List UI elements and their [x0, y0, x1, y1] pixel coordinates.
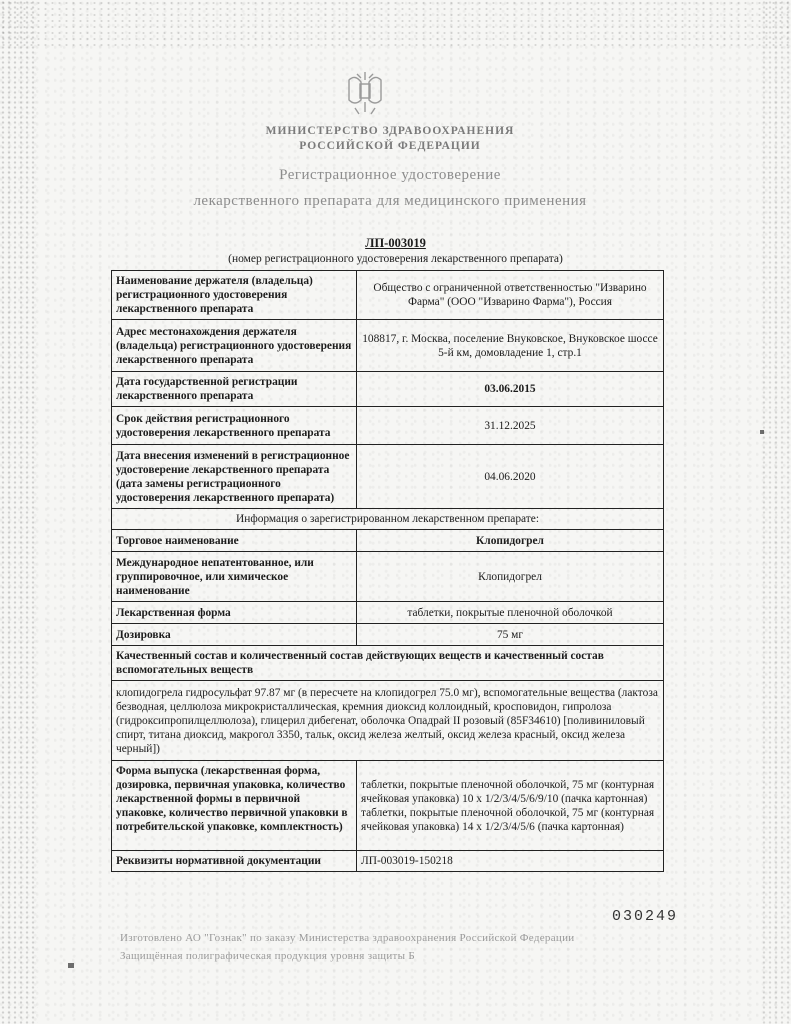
table-row: [112, 602, 664, 624]
release-form-value-2: таблетки, покрытые пленочной оболочкой, 75 мг (контурная ячейковая упаковка) 14 x 1/2/3/4/5/6 (пачка картонная): [361, 806, 655, 833]
release-form-label: Форма выпуска (лекарственная форма, дозировка, первичная упаковка, количество лекарственной формы в первичной упаковке, количество первичной упаковки в потребительской упаковке, комплектность): [112, 761, 357, 851]
dosage-value: 75 мг: [357, 624, 664, 646]
composition-label: Качественный состав и количественный состав действующих веществ и качественный состав вспомогательных веществ: [112, 646, 664, 681]
certificate-title-line-1: Регистрационное удостоверение: [279, 167, 501, 183]
holder-label: Наименование держателя (владельца) регистрационного удостоверения лекарственного препарата: [112, 271, 357, 320]
release-form-value-1: таблетки, покрытые пленочной оболочкой, 75 мг (контурная ячейковая упаковка) 10 x 1/2/3/4/5/6/9/10 (пачка картонная): [361, 778, 655, 805]
table-row: [112, 445, 664, 509]
scan-noise-right: [761, 0, 791, 1024]
address-value: 108817, г. Москва, поселение Внуковское, Внуковское шоссе 5-й км, домовладение 1, стр.1: [357, 320, 664, 372]
registration-number: ЛП-003019: [365, 236, 426, 250]
table-row: [112, 509, 664, 530]
scan-noise-left: [0, 0, 38, 1024]
dosage-form-label: Лекарственная форма: [112, 602, 357, 624]
normative-docs-label: Реквизиты нормативной документации: [112, 851, 357, 872]
registration-date-label: Дата государственной регистрации лекарственного препарата: [112, 372, 357, 407]
dosage-form-value: таблетки, покрытые пленочной оболочкой: [357, 602, 664, 624]
ministry-line-1: МИНИСТЕРСТВО ЗДРАВООХРАНЕНИЯ: [265, 125, 515, 137]
address-label: Адрес местонахождения держателя (владельца) регистрационного удостоверения лекарственного препарата: [112, 320, 357, 372]
trade-name-value: Клопидогрел: [357, 530, 664, 552]
ministry-line-2: РОССИЙСКОЙ ФЕДЕРАЦИИ: [299, 140, 481, 152]
table-row: [112, 552, 664, 602]
scan-blot: [68, 963, 74, 968]
ministry-header: [110, 124, 670, 154]
trade-name-label: Торговое наименование: [112, 530, 357, 552]
composition-value: клопидогрела гидросульфат 97.87 мг (в пересчете на клопидогрел 75.0 мг), вспомогательные вещества (лактоза безводная, целлюлоза микрокристаллическая, кремния диоксид коллоидный, кросповидон, гипролоза (гидроксипропилцеллюлоза), глицерил дибегенат, оболочка Опадрай II розовый (85F34610) [поливиниловый спирт, титана диоксид, макрогол 3350, тальк, оксид железа желтый, оксид железа красный, оксид железа черный]): [112, 681, 664, 761]
registration-date-value: 03.06.2015: [357, 372, 664, 407]
validity-value: 31.12.2025: [357, 407, 664, 445]
table-row: [112, 530, 664, 552]
dosage-label: Дозировка: [112, 624, 357, 646]
scan-noise-top: [0, 0, 791, 46]
validity-label: Срок действия регистрационного удостоверения лекарственного препарата: [112, 407, 357, 445]
change-date-value: 04.06.2020: [357, 445, 664, 509]
table-row: [112, 851, 664, 872]
change-date-label: Дата внесения изменений в регистрационное удостоверение лекарственного препарата (дата замены регистрационного удостоверения лекарственного препарата): [112, 445, 357, 509]
footer-print-line-2: Защищённая полиграфическая продукция уровня защиты Б: [120, 950, 415, 962]
registration-number-caption: (номер регистрационного удостоверения лекарственного препарата): [228, 253, 563, 265]
normative-docs-value: ЛП-003019-150218: [357, 851, 664, 872]
blank-serial-number: 030249: [612, 908, 679, 925]
certificate-title: [110, 162, 670, 214]
table-row: [112, 624, 664, 646]
table-row: [112, 271, 664, 320]
inn-label: Международное непатентованное, или группировочное, или химическое наименование: [112, 552, 357, 602]
release-form-values: [357, 761, 664, 851]
table-row: [112, 320, 664, 372]
table-row: [112, 681, 664, 761]
table-row: [112, 761, 664, 851]
inn-value: Клопидогрел: [357, 552, 664, 602]
holder-value: Общество с ограниченной ответственностью "Изварино Фарма" (ООО "Изварино Фарма"), Россия: [357, 271, 664, 320]
table-row: [112, 407, 664, 445]
footer-print-line-1: Изготовлено АО "Гознак" по заказу Министерства здравоохранения Российской Федерации: [120, 932, 575, 944]
info-section-header: Информация о зарегистрированном лекарственном препарате:: [112, 509, 664, 530]
certificate-title-line-2: лекарственного препарата для медицинского применения: [193, 193, 587, 209]
state-emblem-icon: [343, 70, 387, 116]
table-row: [112, 646, 664, 681]
certificate-table: [111, 270, 664, 872]
scan-blot: [760, 430, 764, 434]
table-row: [112, 372, 664, 407]
